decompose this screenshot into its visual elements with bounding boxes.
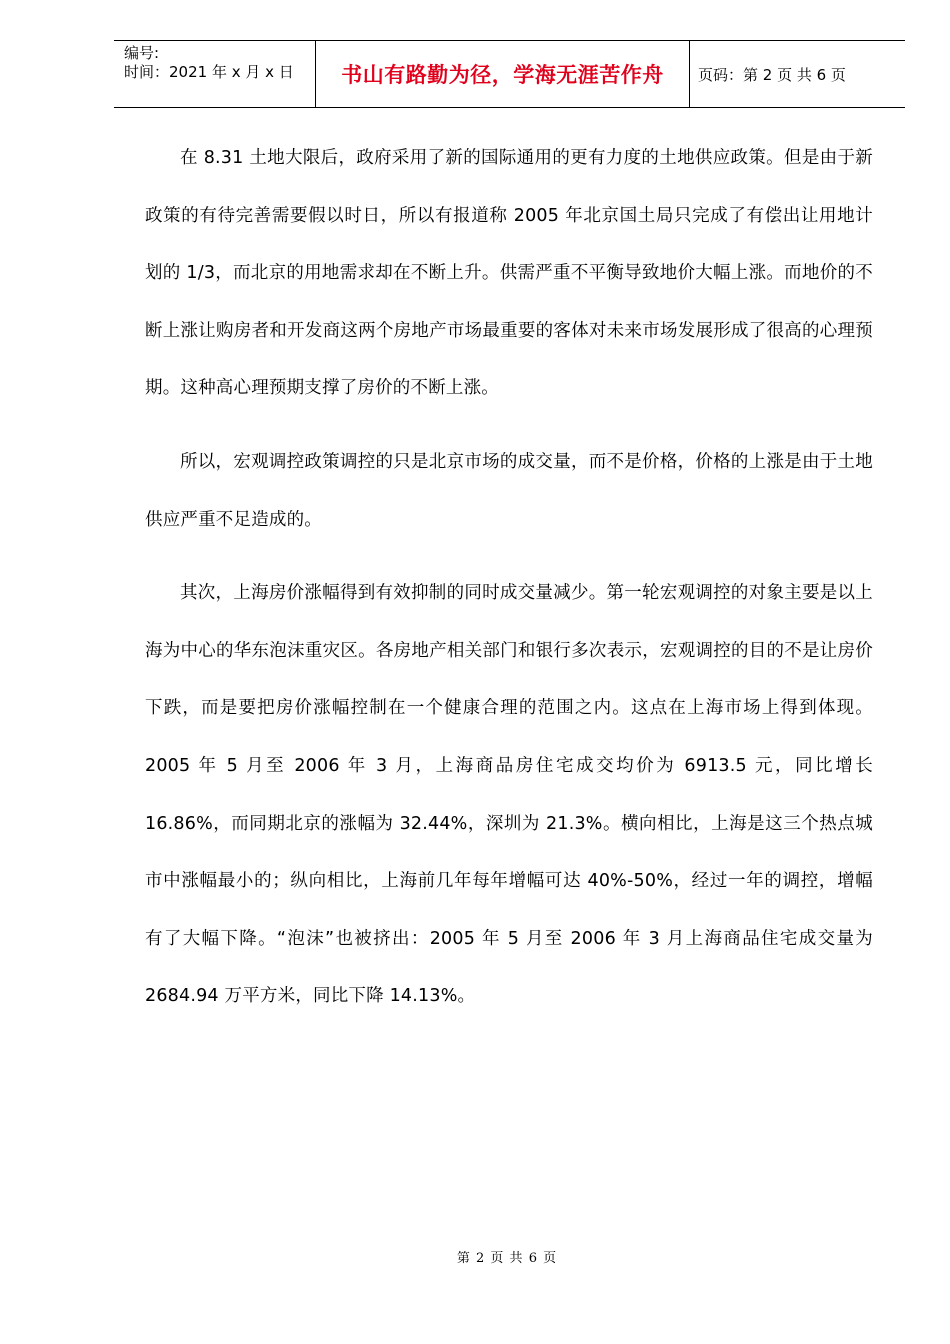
document-header [114, 40, 905, 108]
page-footer: 第 2 页 共 6 页 [456, 1251, 558, 1266]
header-page-label: 页码：第 2 页 共 6 页 [698, 65, 846, 84]
header-motto: 书山有路勤为径，学海无涯苦作舟 [316, 41, 690, 107]
header-meta-cell [114, 41, 316, 107]
paragraph-2: 所以，宏观调控政策调控的只是北京市场的成交量，而不是价格，价格的上涨是由于土地供应严重不足造成的。 [145, 451, 873, 530]
paragraph-3: 其次，上海房价涨幅得到有效抑制的同时成交量减少。第一轮宏观调控的对象主要是以上海为中心的华东泡沫重灾区。各房地产相关部门和银行多次表示，宏观调控的目的不是让房价下跌，而是要把房价涨幅控制在一个健康合理的范围之内。这点在上海市场上得到体现。2005 年 5 月至 2006 年 3 月，上海商品房住宅成交均价为 6913.5 元，同比增长 16.86%，而同期北京的涨幅为 32.44%，深圳为 21.3%。横向相比，上海是这三个热点城市中涨幅最小的；纵向相比，上海前几年每年增幅可达 40%-50%，经过一年的调控，增幅有了大幅下降。“泡沫”也被挤出：2005 年 5 月至 2006 年 3 月上海商品住宅成交量为 2684.94 万平方米，同比下降 14.13%。 [145, 583, 873, 1007]
paragraph-1: 在 8.31 土地大限后，政府采用了新的国际通用的更有力度的土地供应政策。但是由于新政策的有待完善需要假以时日，所以有报道称 2005 年北京国土局只完成了有偿出让用地计划的 1/3，而北京的用地需求却在不断上升。供需严重不平衡导致地价大幅上涨。而地价的不断上涨让购房者和开发商这两个房地产市场最重要的客体对未来市场发展形成了很高的心理预期。这种高心理预期支撑了房价的不断上涨。 [145, 148, 873, 399]
document-number-label: 编号: [124, 44, 160, 62]
document-time-label: 时间：2021 年 x 月 x 日 [124, 63, 294, 81]
document-body [145, 130, 873, 1026]
